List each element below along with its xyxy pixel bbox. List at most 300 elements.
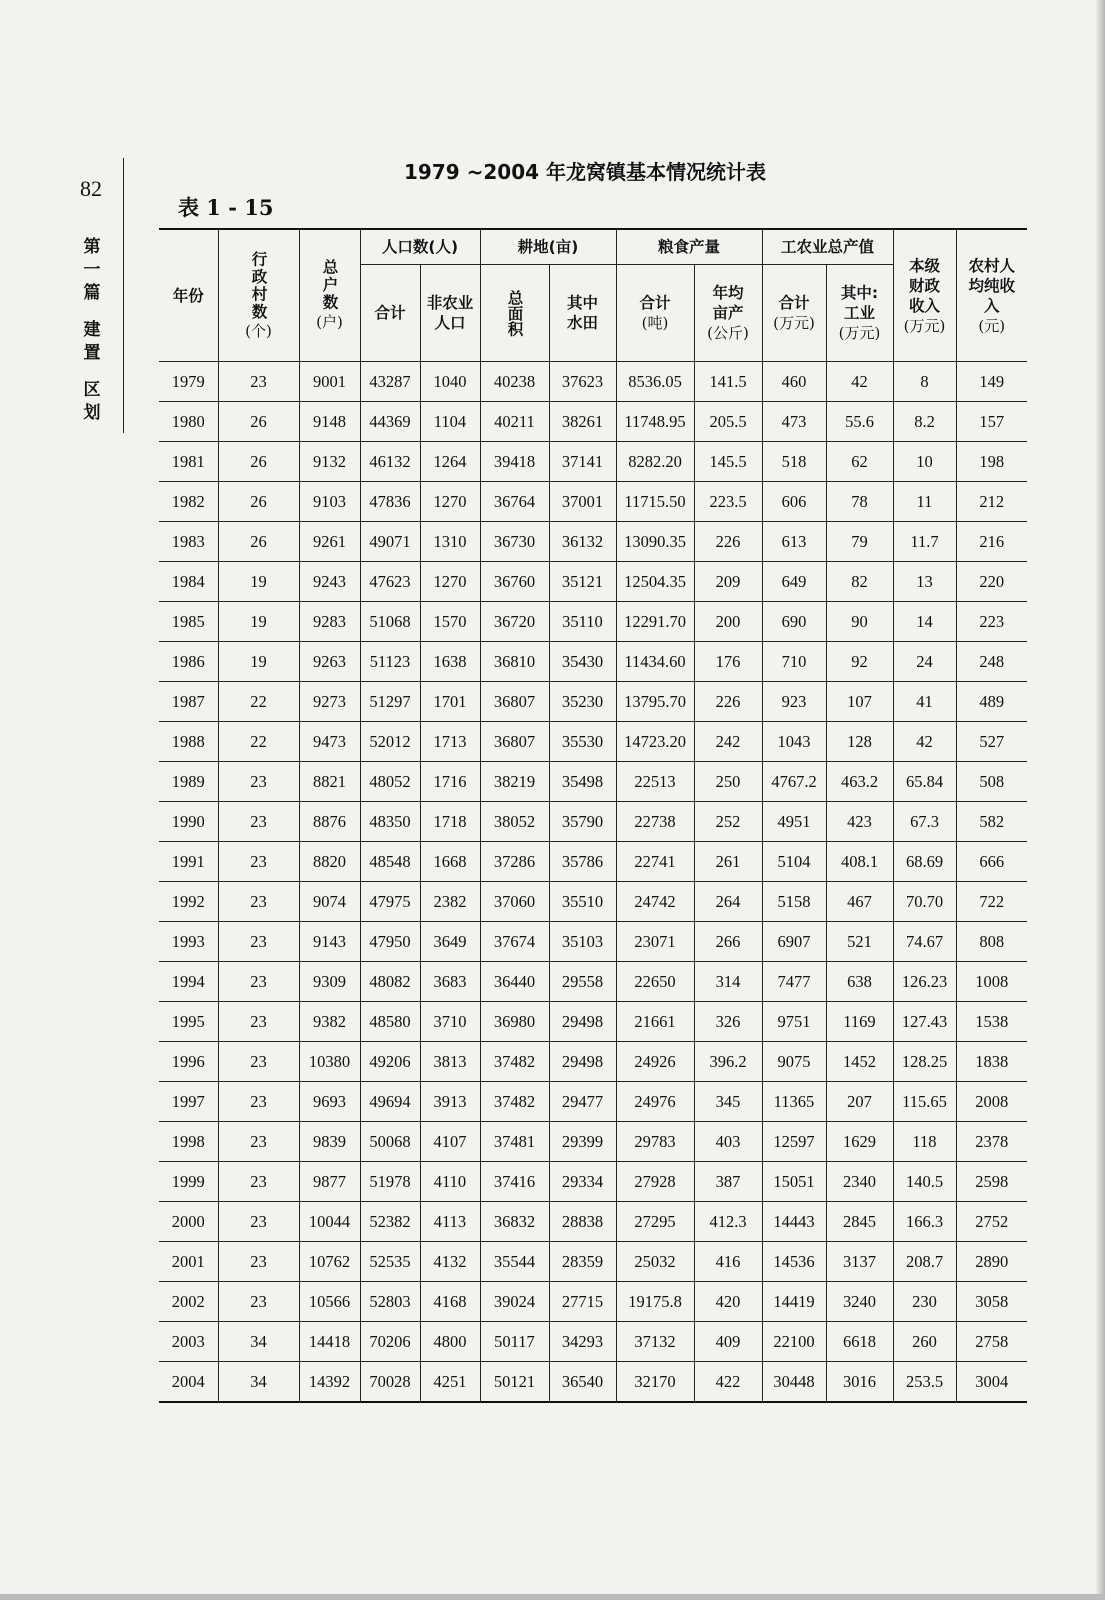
data-cell: 9243 [299,562,360,602]
data-cell: 36720 [480,602,549,642]
data-cell: 128.25 [893,1042,956,1082]
data-cell: 722 [956,882,1027,922]
data-cell: 22 [218,682,299,722]
data-cell: 223.5 [694,482,762,522]
data-cell: 4132 [420,1242,480,1282]
data-cell: 2758 [956,1322,1027,1362]
header-output-industry [826,265,893,362]
data-cell: 252 [694,802,762,842]
data-cell: 1104 [420,402,480,442]
table-body [159,362,1027,1403]
data-cell: 422 [694,1362,762,1403]
data-cell: 48580 [360,1002,420,1042]
data-cell: 3913 [420,1082,480,1122]
data-cell: 264 [694,882,762,922]
data-cell: 49206 [360,1042,420,1082]
data-cell: 37001 [549,482,616,522]
table-row [159,402,1027,442]
data-cell: 5104 [762,842,826,882]
data-cell: 24926 [616,1042,694,1082]
data-cell: 28359 [549,1242,616,1282]
data-cell: 65.84 [893,762,956,802]
table-row [159,1322,1027,1362]
year-cell: 1983 [159,522,218,562]
year-cell: 1980 [159,402,218,442]
data-cell: 2008 [956,1082,1027,1122]
section-char: 划 [83,403,101,423]
header-land-total-label: 总面积 [505,289,524,337]
data-cell: 209 [694,562,762,602]
data-cell: 4800 [420,1322,480,1362]
header-grain-yield [694,265,762,362]
data-cell: 41 [893,682,956,722]
data-cell: 1668 [420,842,480,882]
data-cell: 463.2 [826,762,893,802]
data-cell: 15051 [762,1162,826,1202]
data-cell: 29399 [549,1122,616,1162]
data-cell: 396.2 [694,1042,762,1082]
data-cell: 12291.70 [616,602,694,642]
year-cell: 1981 [159,442,218,482]
data-cell: 261 [694,842,762,882]
data-cell: 638 [826,962,893,1002]
data-cell: 345 [694,1082,762,1122]
scan-shadow [1095,0,1105,1600]
data-cell: 23 [218,842,299,882]
header-pop-nonfarm-label: 非农业人口 [426,294,474,332]
table-row [159,602,1027,642]
data-cell: 22738 [616,802,694,842]
data-cell: 47623 [360,562,420,602]
data-cell: 808 [956,922,1027,962]
data-cell: 23071 [616,922,694,962]
year-cell: 1984 [159,562,218,602]
data-cell: 14 [893,602,956,642]
data-cell: 11748.95 [616,402,694,442]
data-cell: 27928 [616,1162,694,1202]
data-cell: 23 [218,1242,299,1282]
data-cell: 21661 [616,1002,694,1042]
data-cell: 40238 [480,362,549,402]
data-cell: 42 [893,722,956,762]
data-cell: 9751 [762,1002,826,1042]
table-number: 表 1 - 15 [178,195,274,220]
data-cell: 409 [694,1322,762,1362]
data-cell: 47950 [360,922,420,962]
data-cell: 39024 [480,1282,549,1322]
data-cell: 35110 [549,602,616,642]
data-cell: 23 [218,1282,299,1322]
data-cell: 710 [762,642,826,682]
data-cell: 149 [956,362,1027,402]
table-row [159,762,1027,802]
data-cell: 39418 [480,442,549,482]
data-cell: 36440 [480,962,549,1002]
data-cell: 37141 [549,442,616,482]
data-cell: 1638 [420,642,480,682]
data-cell: 35786 [549,842,616,882]
data-cell: 248 [956,642,1027,682]
data-cell: 198 [956,442,1027,482]
data-cell: 90 [826,602,893,642]
data-cell: 266 [694,922,762,962]
data-cell: 521 [826,922,893,962]
data-cell: 51297 [360,682,420,722]
data-cell: 4110 [420,1162,480,1202]
header-farmland: 耕地(亩) [480,229,616,265]
data-cell: 52382 [360,1202,420,1242]
data-cell: 44369 [360,402,420,442]
year-cell: 1999 [159,1162,218,1202]
data-cell: 23 [218,1082,299,1122]
data-cell: 36980 [480,1002,549,1042]
data-cell: 1838 [956,1042,1027,1082]
data-cell: 55.6 [826,402,893,442]
data-cell: 78 [826,482,893,522]
data-cell: 613 [762,522,826,562]
data-cell: 8876 [299,802,360,842]
data-cell: 118 [893,1122,956,1162]
data-cell: 52803 [360,1282,420,1322]
data-cell: 26 [218,522,299,562]
page-number: 82 [80,176,102,201]
header-revenue-unit: (万元) [903,316,946,335]
data-cell: 36760 [480,562,549,602]
data-cell: 3137 [826,1242,893,1282]
data-cell: 79 [826,522,893,562]
data-cell: 37482 [480,1042,549,1082]
data-cell: 30448 [762,1362,826,1403]
data-cell: 22513 [616,762,694,802]
data-cell: 4251 [420,1362,480,1403]
section-char: 篇 [83,283,101,303]
data-cell: 36832 [480,1202,549,1242]
section-heading-vertical [81,236,103,425]
table-row [159,802,1027,842]
data-cell: 47836 [360,482,420,522]
data-cell: 582 [956,802,1027,842]
year-cell: 1986 [159,642,218,682]
data-cell: 52535 [360,1242,420,1282]
data-cell: 36810 [480,642,549,682]
data-cell: 9148 [299,402,360,442]
data-cell: 50121 [480,1362,549,1403]
data-cell: 666 [956,842,1027,882]
data-cell: 29477 [549,1082,616,1122]
data-cell: 242 [694,722,762,762]
header-population: 人口数(人) [360,229,480,265]
data-cell: 14418 [299,1322,360,1362]
data-cell: 48548 [360,842,420,882]
table-row [159,1282,1027,1322]
data-cell: 9382 [299,1002,360,1042]
data-cell: 52012 [360,722,420,762]
table-row [159,642,1027,682]
data-cell: 22741 [616,842,694,882]
data-cell: 408.1 [826,842,893,882]
data-cell: 10380 [299,1042,360,1082]
header-land-paddy [549,265,616,362]
data-cell: 23 [218,1202,299,1242]
header-land-paddy-label: 其中水田 [566,294,598,332]
data-cell: 5158 [762,882,826,922]
table-row [159,442,1027,482]
data-cell: 82 [826,562,893,602]
data-cell: 37481 [480,1122,549,1162]
data-cell: 37132 [616,1322,694,1362]
data-cell: 9261 [299,522,360,562]
data-cell: 8282.20 [616,442,694,482]
data-cell: 128 [826,722,893,762]
table-row [159,1162,1027,1202]
data-cell: 26 [218,402,299,442]
data-cell: 34293 [549,1322,616,1362]
data-cell: 34 [218,1362,299,1403]
data-cell: 2382 [420,882,480,922]
data-cell: 1270 [420,482,480,522]
data-cell: 26 [218,482,299,522]
data-cell: 9001 [299,362,360,402]
data-cell: 1270 [420,562,480,602]
data-cell: 29334 [549,1162,616,1202]
data-cell: 8536.05 [616,362,694,402]
data-cell: 29783 [616,1122,694,1162]
data-cell: 35498 [549,762,616,802]
data-cell: 9283 [299,602,360,642]
table-row [159,922,1027,962]
data-cell: 51068 [360,602,420,642]
data-cell: 50117 [480,1322,549,1362]
data-cell: 2378 [956,1122,1027,1162]
data-cell: 11 [893,482,956,522]
data-cell: 6618 [826,1322,893,1362]
data-cell: 38219 [480,762,549,802]
data-cell: 1538 [956,1002,1027,1042]
header-revenue-label: 本级财政收入 [908,256,940,315]
data-cell: 11365 [762,1082,826,1122]
data-cell: 26 [218,442,299,482]
data-cell: 23 [218,1002,299,1042]
data-cell: 3683 [420,962,480,1002]
header-grain-yield-unit: (公斤) [707,324,749,342]
header-revenue [893,229,956,362]
table-row [159,1082,1027,1122]
data-cell: 518 [762,442,826,482]
data-cell: 36132 [549,522,616,562]
data-cell: 38052 [480,802,549,842]
data-cell: 35121 [549,562,616,602]
year-cell: 1991 [159,842,218,882]
data-cell: 1264 [420,442,480,482]
data-cell: 403 [694,1122,762,1162]
data-cell: 11715.50 [616,482,694,522]
year-cell: 2003 [159,1322,218,1362]
data-cell: 9473 [299,722,360,762]
header-output-total [762,265,826,362]
header-grain-total-label: 合计 [639,294,671,312]
data-cell: 24976 [616,1082,694,1122]
data-cell: 253.5 [893,1362,956,1403]
data-cell: 9839 [299,1122,360,1162]
data-cell: 4951 [762,802,826,842]
data-cell: 40211 [480,402,549,442]
header-villages-label: 行政村数 [249,250,268,321]
table-row [159,1362,1027,1403]
data-cell: 38261 [549,402,616,442]
data-cell: 14536 [762,1242,826,1282]
scan-bottom-edge [0,1594,1105,1600]
year-cell: 1979 [159,362,218,402]
data-cell: 12597 [762,1122,826,1162]
header-income-label: 农村人均纯收入 [968,256,1015,315]
data-cell: 37286 [480,842,549,882]
data-cell: 11.7 [893,522,956,562]
data-cell: 49071 [360,522,420,562]
data-cell: 1716 [420,762,480,802]
section-char: 一 [83,260,101,280]
data-cell: 48082 [360,962,420,1002]
header-grain: 粮食产量 [616,229,762,265]
data-cell: 70028 [360,1362,420,1403]
year-cell: 1987 [159,682,218,722]
data-cell: 115.65 [893,1082,956,1122]
data-cell: 24 [893,642,956,682]
header-grain-total [616,265,694,362]
table-row [159,1202,1027,1242]
data-cell: 68.69 [893,842,956,882]
data-cell: 200 [694,602,762,642]
data-cell: 19 [218,602,299,642]
data-cell: 216 [956,522,1027,562]
data-cell: 22 [218,722,299,762]
data-cell: 326 [694,1002,762,1042]
year-cell: 1988 [159,722,218,762]
data-cell: 23 [218,762,299,802]
header-pop-nonfarm [420,265,480,362]
header-output-industry-unit: (万元) [838,324,881,342]
data-cell: 9877 [299,1162,360,1202]
data-cell: 22100 [762,1322,826,1362]
data-cell: 42 [826,362,893,402]
data-cell: 467 [826,882,893,922]
data-cell: 13795.70 [616,682,694,722]
data-cell: 27295 [616,1202,694,1242]
data-cell: 37416 [480,1162,549,1202]
header-households-label: 总户数 [320,259,339,312]
data-cell: 226 [694,522,762,562]
data-cell: 23 [218,802,299,842]
data-cell: 10762 [299,1242,360,1282]
data-cell: 208.7 [893,1242,956,1282]
data-cell: 3240 [826,1282,893,1322]
data-cell: 145.5 [694,442,762,482]
year-cell: 2001 [159,1242,218,1282]
year-cell: 1990 [159,802,218,842]
data-cell: 3813 [420,1042,480,1082]
header-income [956,229,1027,362]
section-char: 第 [83,237,101,257]
data-cell: 2340 [826,1162,893,1202]
data-cell: 1570 [420,602,480,642]
data-cell: 23 [218,1042,299,1082]
table-row [159,362,1027,402]
data-cell: 11434.60 [616,642,694,682]
data-cell: 9075 [762,1042,826,1082]
data-cell: 1718 [420,802,480,842]
year-cell: 1989 [159,762,218,802]
table-row [159,722,1027,762]
year-cell: 2000 [159,1202,218,1242]
data-cell: 24742 [616,882,694,922]
data-cell: 35103 [549,922,616,962]
year-cell: 2002 [159,1282,218,1322]
section-char: 置 [83,343,101,363]
data-cell: 43287 [360,362,420,402]
data-cell: 9132 [299,442,360,482]
data-cell: 127.43 [893,1002,956,1042]
data-cell: 14723.20 [616,722,694,762]
data-cell: 3710 [420,1002,480,1042]
data-cell: 8.2 [893,402,956,442]
data-cell: 226 [694,682,762,722]
data-cell: 3016 [826,1362,893,1403]
table-row [159,962,1027,1002]
header-output-total-label: 合计 [778,294,810,312]
table-row [159,1002,1027,1042]
header-income-unit: (元) [978,316,1006,335]
data-cell: 48350 [360,802,420,842]
data-cell: 36764 [480,482,549,522]
data-cell: 9263 [299,642,360,682]
year-cell: 1992 [159,882,218,922]
data-cell: 37482 [480,1082,549,1122]
data-cell: 23 [218,922,299,962]
data-cell: 14443 [762,1202,826,1242]
data-cell: 473 [762,402,826,442]
data-cell: 9693 [299,1082,360,1122]
table-row [159,682,1027,722]
data-cell: 36807 [480,682,549,722]
data-cell: 23 [218,1122,299,1162]
data-cell: 8821 [299,762,360,802]
data-cell: 260 [893,1322,956,1362]
data-cell: 107 [826,682,893,722]
data-cell: 8820 [299,842,360,882]
header-year: 年份 [159,229,218,362]
year-cell: 1996 [159,1042,218,1082]
table-row [159,842,1027,882]
data-cell: 67.3 [893,802,956,842]
data-cell: 2890 [956,1242,1027,1282]
header-grain-total-unit: (吨) [641,314,669,332]
data-cell: 23 [218,1162,299,1202]
data-cell: 1452 [826,1042,893,1082]
table-row [159,1042,1027,1082]
data-cell: 37623 [549,362,616,402]
table-row [159,482,1027,522]
data-cell: 12504.35 [616,562,694,602]
year-cell: 1998 [159,1122,218,1162]
data-cell: 25032 [616,1242,694,1282]
data-cell: 51123 [360,642,420,682]
data-cell: 29498 [549,1002,616,1042]
data-cell: 420 [694,1282,762,1322]
data-cell: 70206 [360,1322,420,1362]
data-cell: 23 [218,962,299,1002]
data-cell: 1310 [420,522,480,562]
data-cell: 412.3 [694,1202,762,1242]
data-cell: 207 [826,1082,893,1122]
